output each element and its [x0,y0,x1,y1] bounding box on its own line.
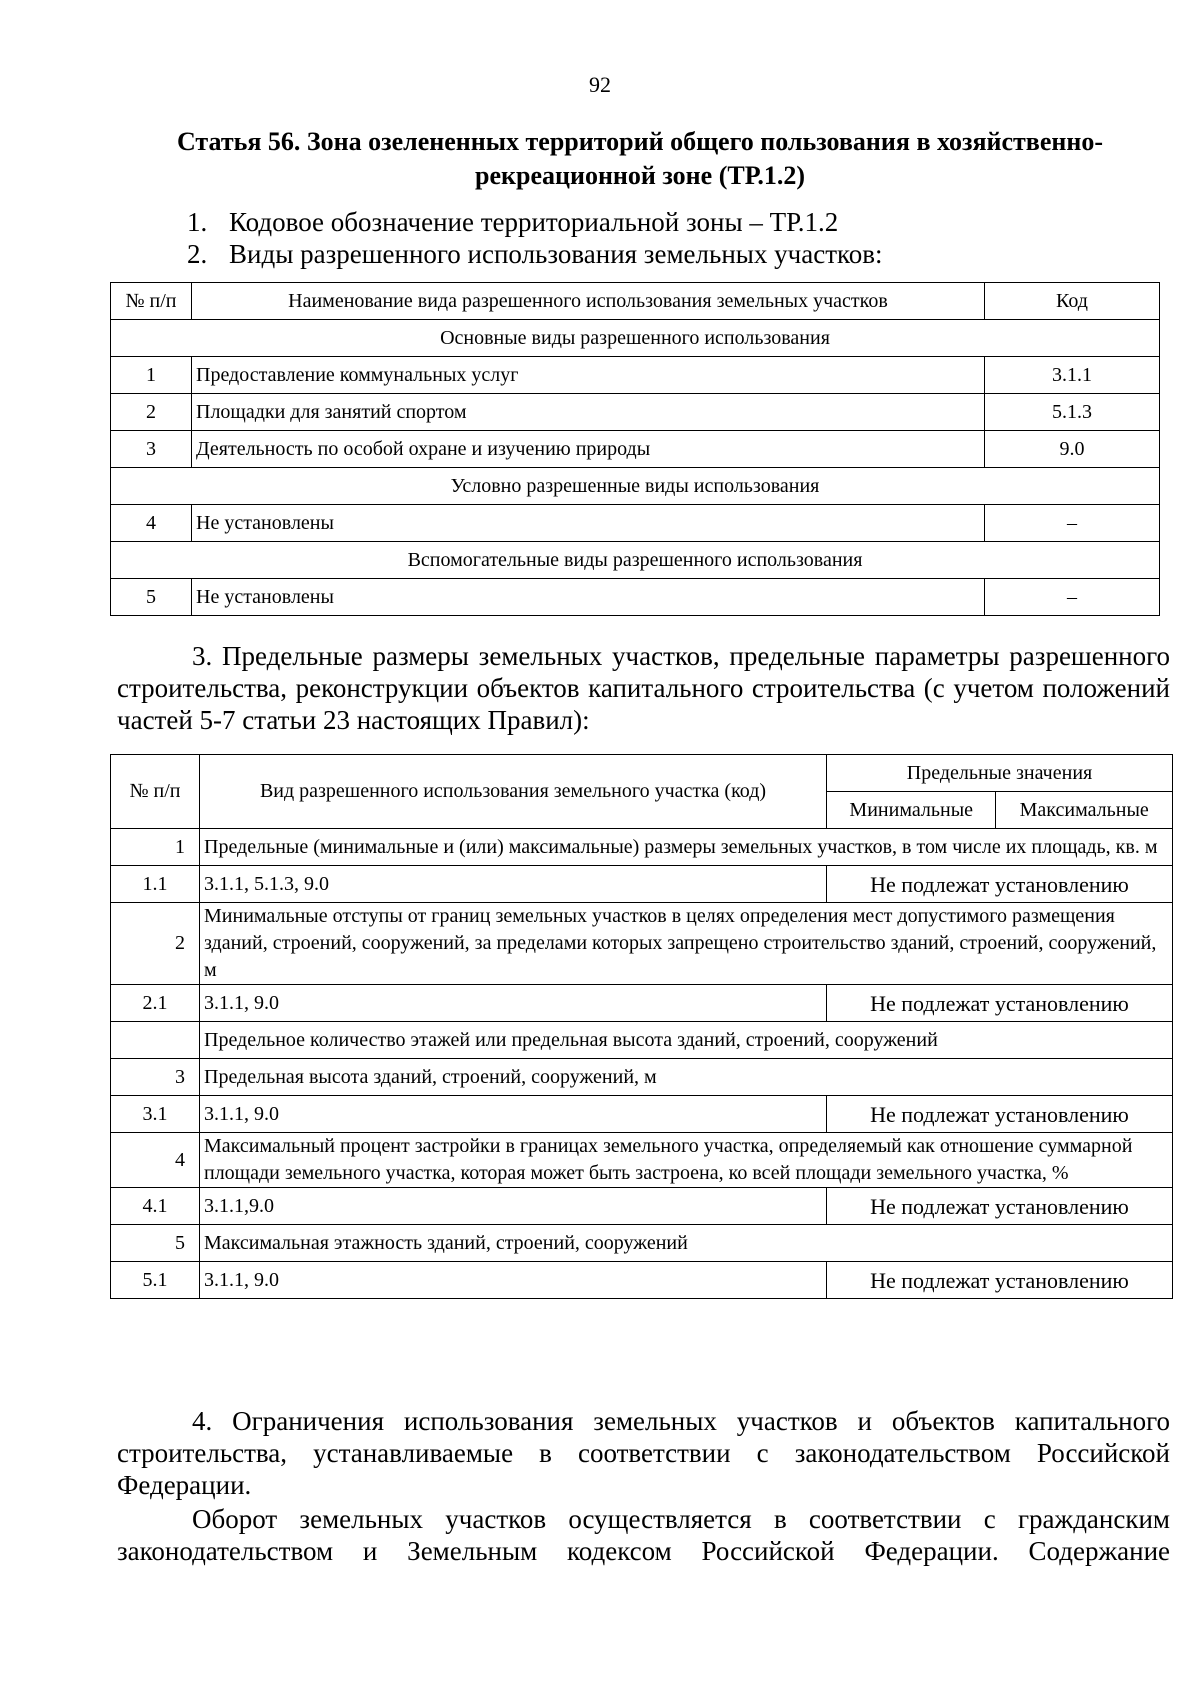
list-item-text: Кодовое обозначение территориальной зоны – ТР.1.2 [229,207,839,237]
row-number: 1.1 [111,866,200,903]
list-item [187,205,838,239]
row-number: 4 [111,505,192,542]
table-row [111,505,1160,542]
row-text: Предельные (минимальные и (или) максимальные) размеры земельных участков, в том числе их площадь, кв. м [200,829,1173,866]
row-code: 3.1.1 [985,357,1160,394]
table-row [111,829,1173,866]
row-text: Предельное количество этажей или предельная высота зданий, строений, сооружений [200,1022,1173,1059]
row-code: 3.1.1, 9.0 [200,1096,827,1133]
paragraph-4-text: 4. Ограничения использования земельных участков и объектов капитального строительства, устанавливаемые в соответствии с законодательством Российской Федерации. [117,1406,1170,1500]
row-text: Максимальная этажность зданий, строений, сооружений [200,1225,1173,1262]
land-use-table [110,282,1160,616]
row-name: Деятельность по особой охране и изучению природы [192,431,985,468]
row-text: Максимальный процент застройки в границах земельного участка, определяемый как отношение суммарной площади земельного участка, которая может быть застроена, ко всей площади земельного участка, % [200,1133,1173,1188]
section-title: Вспомогательные виды разрешенного использования [111,542,1160,579]
row-code: 3.1.1,9.0 [200,1188,827,1225]
article-title: Статья 56. Зона озелененных территорий общего пользования в хозяйственно-рекреационной зоне (ТР.1.2) [177,127,1103,190]
table-row [111,866,1173,903]
row-code: 5.1.3 [985,394,1160,431]
row-value: Не подлежат установлению [827,1262,1173,1299]
row-number: 1 [111,357,192,394]
row-number: 2 [111,903,200,985]
row-value: Не подлежат установлению [827,1188,1173,1225]
table-row [111,985,1173,1022]
row-number [111,1022,200,1059]
list-item-number: 2. [187,239,208,269]
row-number: 3.1 [111,1096,200,1133]
section-title: Основные виды разрешенного использования [111,320,1160,357]
row-number: 4.1 [111,1188,200,1225]
header-max: Максимальные [996,792,1173,829]
table-row [111,903,1173,985]
table-row [111,579,1160,616]
row-number: 3 [111,431,192,468]
row-number: 4 [111,1133,200,1188]
row-name: Не установлены [192,579,985,616]
row-name: Площадки для занятий спортом [192,394,985,431]
row-value: Не подлежат установлению [827,866,1173,903]
table-row [111,1059,1173,1096]
row-name: Предоставление коммунальных услуг [192,357,985,394]
row-number: 1 [111,829,200,866]
row-number: 3 [111,1059,200,1096]
row-text: Минимальные отступы от границ земельных участков в целях определения мест допустимого размещения зданий, строений, сооружений, за пределами которых запрещено строительство зданий, строений, сооружений, м [200,903,1173,985]
row-code: 3.1.1, 5.1.3, 9.0 [200,866,827,903]
list-item [187,237,883,271]
table-row [111,1022,1173,1059]
table-row [111,1188,1173,1225]
row-number: 5.1 [111,1262,200,1299]
header-number: № п/п [111,283,192,320]
table-row [111,1262,1173,1299]
table-row [111,1225,1173,1262]
parameters-table [110,754,1173,1299]
header-code: Код [985,283,1160,320]
row-code: 3.1.1, 9.0 [200,985,827,1022]
table-row [111,431,1160,468]
row-number: 2.1 [111,985,200,1022]
header-limits: Предельные значения [827,755,1173,792]
paragraph-4 [117,1405,1170,1501]
row-code: 3.1.1, 9.0 [200,1262,827,1299]
row-number: 5 [111,579,192,616]
row-text: Предельная высота зданий, строений, сооружений, м [200,1059,1173,1096]
table-row [111,394,1160,431]
list-item-number: 1. [187,207,208,237]
row-number: 2 [111,394,192,431]
row-code: – [985,505,1160,542]
row-value: Не подлежат установлению [827,985,1173,1022]
paragraph-5 [117,1503,1170,1567]
header-number: № п/п [111,755,200,829]
paragraph-5-text: Оборот земельных участков осуществляется в соответствии с гражданским законодательством и Земельным кодексом Российской Федерации. Содержание [117,1504,1170,1566]
header-min: Минимальные [827,792,996,829]
header-kind: Вид разрешенного использования земельного участка (код) [200,755,827,829]
paragraph-3: 3. Предельные размеры земельных участков, предельные параметры разрешенного строительства, реконструкции объектов капитального строительства (с учетом положений частей 5-7 статьи 23 настоящих Правил): [117,641,1170,735]
header-name: Наименование вида разрешенного использования земельных участков [192,283,985,320]
list-item-text: Виды разрешенного использования земельных участков: [229,239,883,269]
table-row [111,357,1160,394]
row-code: – [985,579,1160,616]
row-name: Не установлены [192,505,985,542]
row-code: 9.0 [985,431,1160,468]
table-row [111,1096,1173,1133]
row-number: 5 [111,1225,200,1262]
row-value: Не подлежат установлению [827,1096,1173,1133]
section-title: Условно разрешенные виды использования [111,468,1160,505]
table-row [111,1133,1173,1188]
page-number: 92 [589,72,611,97]
